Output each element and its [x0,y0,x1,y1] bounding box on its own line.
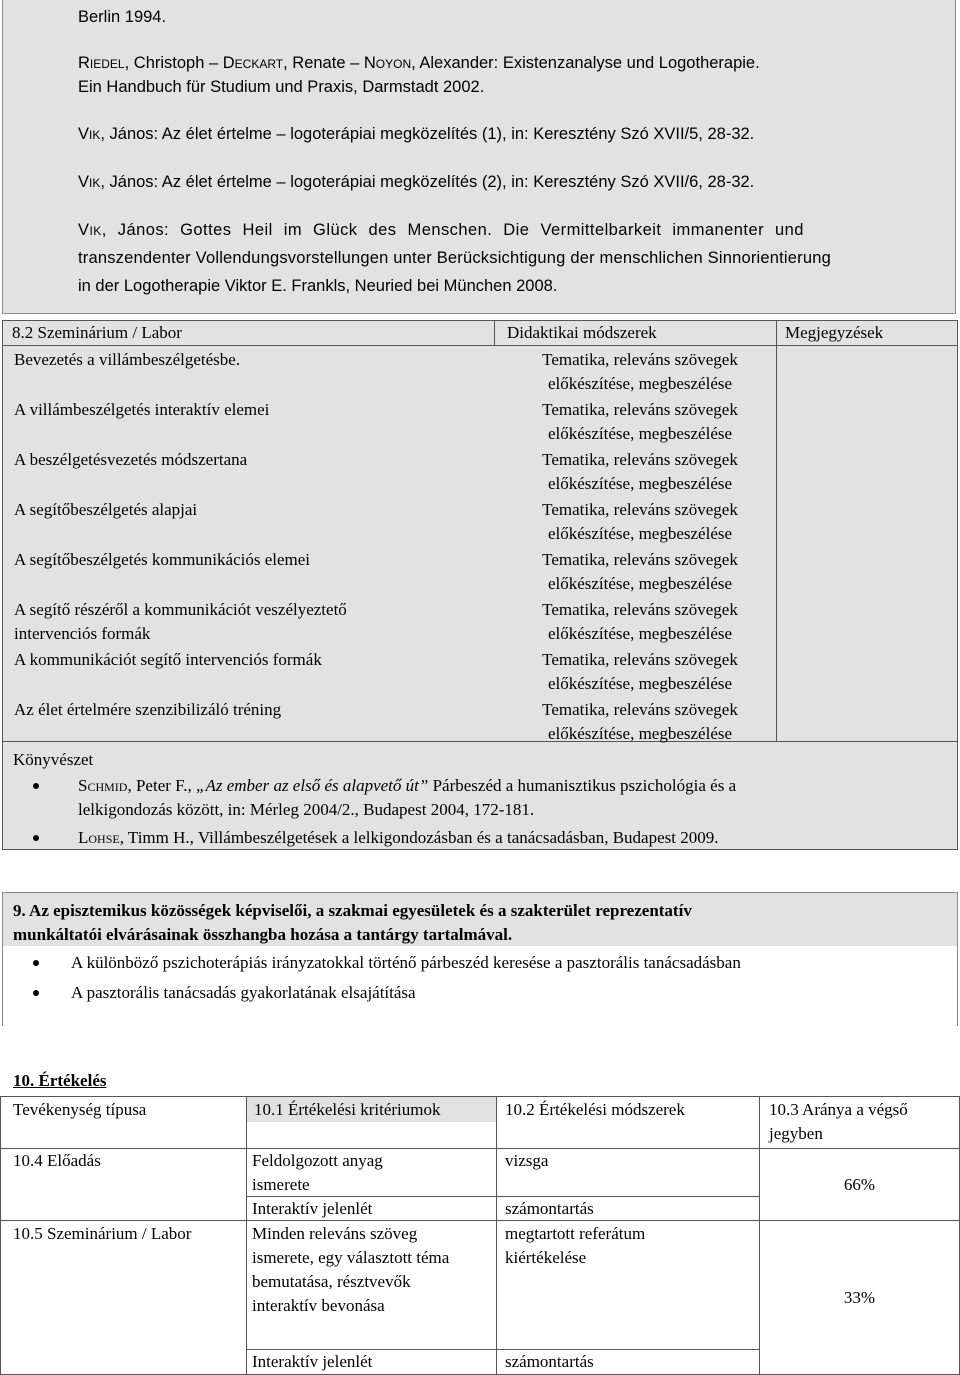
bullet-icon [33,835,39,841]
seminar-header-methods: Didaktikai módszerek [494,321,776,346]
section-9-title-line2: munkáltatói elvárásainak összhangba hozása a tantárgy tartalmával. [13,925,513,944]
seminar-topic [14,548,484,572]
seminar-method-line: Tematika, releváns szövegek [542,450,738,469]
evaluation-lecture-method: számontartás [505,1199,594,1218]
evaluation-lecture-criteria: Interaktív jelenlét [252,1199,373,1218]
bib-entry-vik-3-line3: in der Logotherapie Viktor E. Frankls, Neuried bei München 2008. [78,277,558,295]
seminar-method-line: előkészítése, megbeszélése [547,374,733,393]
seminar-method-line: előkészítése, megbeszélése [547,474,733,493]
evaluation-lecture-ratio: 66% [843,1175,876,1194]
seminar-topic [14,598,484,646]
seminar-method-line: Tematika, releváns szövegek [542,350,738,369]
seminar-topic-line: A beszélgetésvezetés módszertana [14,450,248,469]
seminar-topic [14,648,484,672]
bullet-icon [33,960,39,966]
seminar-topic-line: Az élet értelmére szenzibilizáló tréning [14,700,282,719]
seminar-method-line: előkészítése, megbeszélése [547,674,733,693]
bibliography-block [2,0,956,314]
seminar-method [510,648,770,696]
bib-entry-berlin: Berlin 1994. [78,8,167,26]
seminar-topic [14,348,484,372]
seminar-divider [776,321,777,741]
seminar-topic [14,398,484,422]
seminar-method-line: Tematika, releváns szövegek [542,650,738,669]
seminar-topic-line: intervenciós formák [14,624,151,643]
evaluation-seminar-type: 10.5 Szeminárium / Labor [13,1224,192,1243]
seminar-bib-schmid: Schmid, Peter F., „Az ember az első és alapvető út” Párbeszéd a humanisztikus pszichológia és a [78,774,947,798]
evaluation-header-criteria: 10.1 Értékelési kritériumok [247,1097,496,1122]
evaluation-seminar-criteria: Minden releváns szöveg ismerete, egy választott téma bemutatása, résztvevők interaktív bevonása [252,1224,450,1315]
seminar-method [510,498,770,546]
section-9 [2,892,958,1026]
seminar-method-line: Tematika, releváns szövegek [542,500,738,519]
evaluation-seminar-criteria: Interaktív jelenlét [252,1352,373,1371]
seminar-header-notes: Megjegyzések [776,321,957,346]
evaluation-seminar-method: megtartott referátum kiértékelése [505,1224,646,1267]
seminar-method-line: Tematika, releváns szövegek [542,700,738,719]
seminar-method-line: előkészítése, megbeszélése [547,574,733,593]
bib-entry-vik-1: Vik, János: Az élet értelme – logoterápiai megközelítés (1), in: Keresztény Szó XVII/5, 28-32. [78,125,755,143]
seminar-bib-schmid-line2: lelkigondozás között, in: Mérleg 2004/2., Budapest 2004, 172-181. [78,800,535,819]
section-9-list [3,946,957,1026]
bib-entry-vik-2: Vik, János: Az élet értelme – logoterápiai megközelítés (2), in: Keresztény Szó XVII/6, 28-32. [78,173,755,191]
evaluation-header-methods: 10.2 Értékelési módszerek [505,1100,685,1119]
seminar-topic-line: A segítőbeszélgetés kommunikációs elemei [14,550,311,569]
section-9-item: A különböző pszichoterápiás irányzatokkal történő párbeszéd keresése a pasztorális tanácsadásban [71,951,741,975]
seminar-method [510,548,770,596]
evaluation-lecture-criteria: Feldolgozott anyag ismerete [252,1151,383,1194]
seminar-topic-line: A segítőbeszélgetés alapjai [14,500,198,519]
seminar-bibliography-label: Könyvészet [13,750,94,769]
seminar-table [2,320,958,850]
bib-entry-riedel-line2: Ein Handbuch für Studium und Praxis, Darmstadt 2002. [78,78,485,96]
seminar-method-line: Tematika, releváns szövegek [542,600,738,619]
seminar-method [510,598,770,646]
bullet-icon [33,783,39,789]
evaluation-title: 10. Értékelés [13,1071,107,1090]
seminar-header-topic: 8.2 Szeminárium / Labor [3,321,494,346]
seminar-divider [3,741,957,742]
evaluation-seminar-ratio: 33% [843,1288,876,1307]
bullet-icon [33,990,39,996]
seminar-divider [494,321,495,346]
evaluation-grid-line [496,1096,497,1375]
seminar-topic [14,698,484,722]
seminar-topic [14,448,484,472]
evaluation-seminar-method: számontartás [505,1352,594,1371]
seminar-bib-lohse: Lohse, Timm H., Villámbeszélgetések a lelkigondozásban és a tanácsadásban, Budapest 2009. [78,826,718,850]
seminar-method-line: előkészítése, megbeszélése [547,524,733,543]
evaluation-grid-line [0,1148,960,1149]
section-9-item: A pasztorális tanácsadás gyakorlatának elsajátítása [71,981,416,1005]
evaluation-header-type: Tevékenység típusa [13,1100,147,1119]
seminar-method-line: előkészítése, megbeszélése [547,424,733,443]
evaluation-grid-line [0,1096,1,1375]
seminar-topic [14,498,484,522]
seminar-method-line: Tematika, releváns szövegek [542,550,738,569]
section-9-title-line1: 9. Az episztemikus közösségek képviselői, a szakmai egyesületek és a szakterület reprezentatív [13,901,692,920]
seminar-method [510,398,770,446]
evaluation-lecture-type: 10.4 Előadás [13,1151,101,1170]
evaluation-grid-line [0,1220,960,1221]
seminar-method [510,348,770,396]
seminar-topic-line: A segítő részéről a kommunikációt veszélyeztető [14,600,347,619]
seminar-topic-line: A villámbeszélgetés interaktív elemei [14,400,270,419]
seminar-method-line: előkészítése, megbeszélése [547,724,733,743]
evaluation-table [0,1096,960,1375]
seminar-method [510,698,770,746]
seminar-topic-line: Bevezetés a villámbeszélgetésbe. [14,350,241,369]
evaluation-header-ratio: 10.3 Aránya a végső jegyben [769,1100,908,1143]
seminar-method-line: előkészítése, megbeszélése [547,624,733,643]
evaluation-grid-line [759,1096,760,1375]
seminar-method-line: Tematika, releváns szövegek [542,400,738,419]
seminar-topic-line: A kommunikációt segítő intervenciós formák [14,650,322,669]
bib-entry-vik-3: Vik, János: Gottes Heil im Glück des Menschen. Die Vermittelbarkeit immanenter und [78,221,804,239]
evaluation-lecture-method: vizsga [505,1151,549,1170]
bib-entry-vik-3-line2: transzendenter Vollendungsvorstellungen unter Berücksichtigung der menschlichen Sinnorientierung [78,249,831,267]
bib-entry-riedel: Riedel, Christoph – Deckart, Renate – Noyon, Alexander: Existenzanalyse und Logotherapie. [78,54,760,72]
evaluation-grid-line [246,1096,247,1375]
seminar-method [510,448,770,496]
